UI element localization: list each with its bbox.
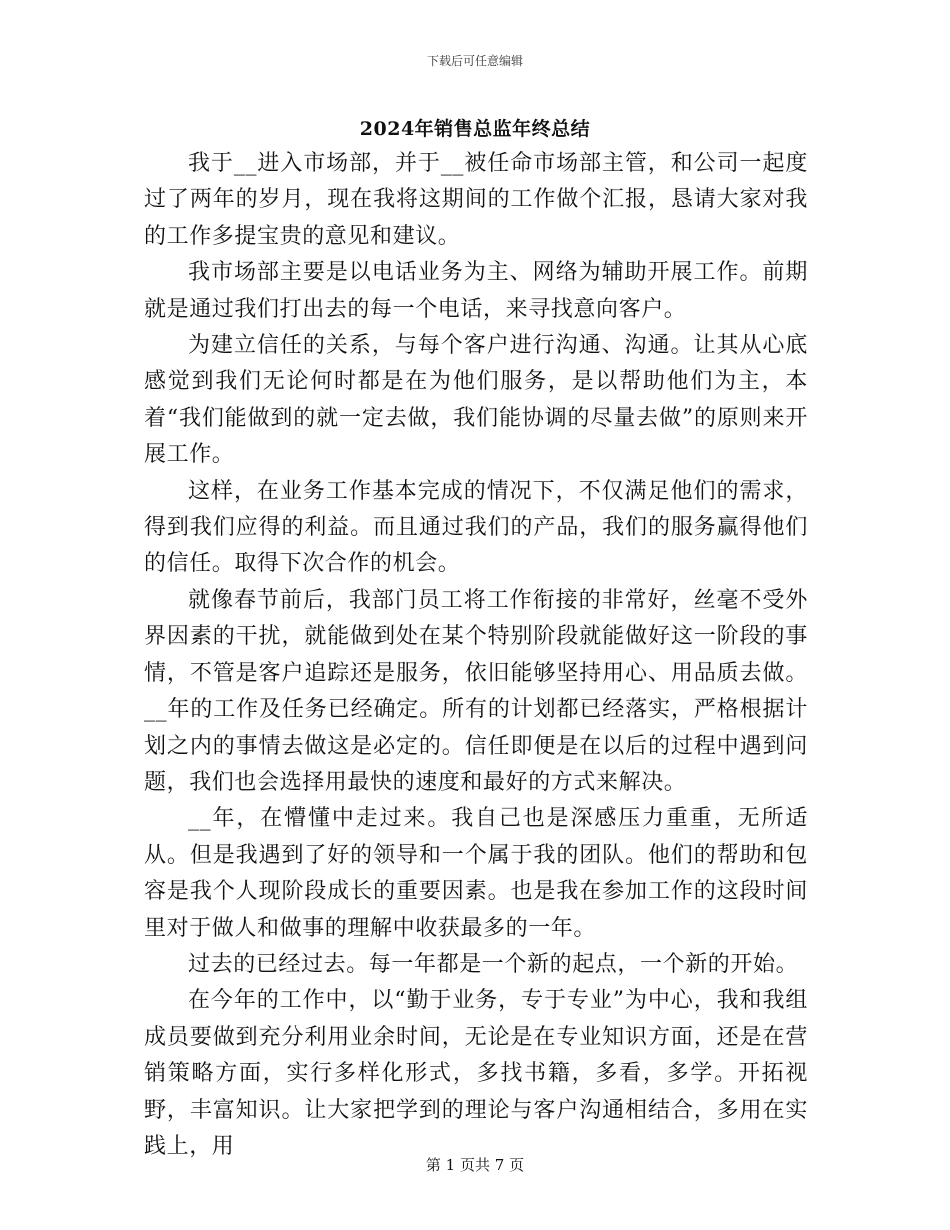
paragraph: 我市场部主要是以电话业务为主、网络为辅助开展工作。前期就是通过我们打出去的每一个电话，来寻找意向客户。 <box>144 260 808 322</box>
paragraph: __年，在懵懂中走过来。我自己也是深感压力重重，无所适从。但是我遇到了好的领导和一个属于我的团队。他们的帮助和包容是我个人现阶段成长的重要因素。也是我在参加工作的这段时间里对于做人和做事的理解中收获最多的一年。 <box>144 806 808 941</box>
paragraph: 就像春节前后，我部门员工将工作衔接的非常好，丝毫不受外界因素的干扰，就能做到处在某个特别阶段就能做好这一阶段的事情，不管是客户追踪还是服务，依旧能够坚持用心、用品质去做。__年的工作及任务已经确定。所有的计划都已经落实，严格根据计划之内的事情去做这是必定的。信任即便是在以后的过程中遇到问题，我们也会选择用最快的速度和最好的方式来解决。 <box>144 587 808 795</box>
header-note: 下载后可任意编辑 <box>426 54 523 68</box>
paragraph: 在今年的工作中，以“勤于业务，专于专业”为中心，我和我组成员要做到充分利用业余时间，无论是在专业知识方面，还是在营销策略方面，实行多样化形式，多找书籍，多看，多学。开拓视野，丰富知识。让大家把学到的理论与客户沟通相结合，多用在实践上，用 <box>144 988 808 1159</box>
document-title: 2024年销售总监年终总结 <box>359 118 591 140</box>
paragraph: 过去的已经过去。每一年都是一个新的起点，一个新的开始。 <box>188 951 799 977</box>
page-number: 第 1 页共 7 页 <box>425 1156 525 1174</box>
paragraph: 我于__进入市场部，并于__被任命市场部主管，和公司一起度过了两年的岁月，现在我将这期间的工作做个汇报，恳请大家对我的工作多提宝贵的意见和建议。 <box>144 151 808 249</box>
paragraph: 这样，在业务工作基本完成的情况下，不仅满足他们的需求，得到我们应得的利益。而且通过我们的产品，我们的服务赢得他们的信任。取得下次合作的机会。 <box>144 478 808 577</box>
paragraph: 为建立信任的关系，与每个客户进行沟通、沟通。让其从心底感觉到我们无论何时都是在为他们服务，是以帮助他们为主，本着“我们能做到的就一定去做，我们能协调的尽量去做”的原则来开展工作。 <box>144 333 808 468</box>
document-body <box>144 146 808 1165</box>
